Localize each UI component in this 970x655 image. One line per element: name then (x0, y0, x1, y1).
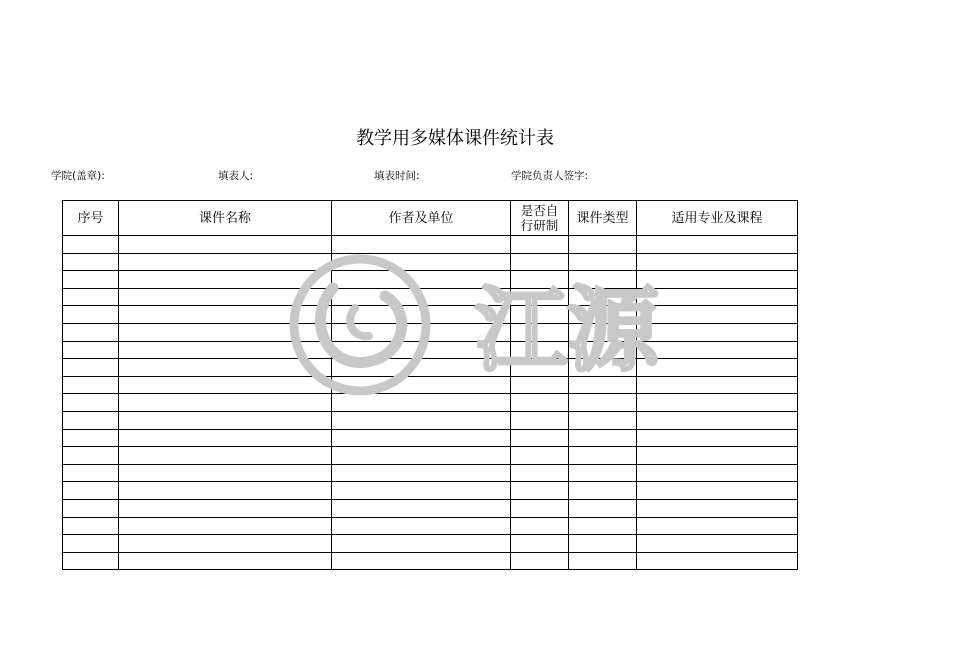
table-cell[interactable] (511, 341, 569, 359)
table-cell[interactable] (569, 376, 637, 394)
table-cell[interactable] (637, 447, 798, 465)
table-row (63, 464, 798, 482)
table-cell[interactable] (63, 306, 119, 324)
field-filler: 填表人: (218, 170, 254, 182)
table-row (63, 253, 798, 271)
table-cell[interactable] (569, 482, 637, 500)
table-cell[interactable] (637, 535, 798, 553)
table-cell[interactable] (332, 535, 511, 553)
header-author-unit: 作者及单位 (332, 201, 511, 236)
table-cell[interactable] (511, 376, 569, 394)
header-applicable-course: 适用专业及课程 (637, 201, 798, 236)
table-cell[interactable] (119, 517, 332, 535)
table-row (63, 306, 798, 324)
table-row (63, 482, 798, 500)
table-row (63, 499, 798, 517)
table-cell[interactable] (332, 271, 511, 289)
table-cell[interactable] (119, 236, 332, 254)
table-cell[interactable] (332, 499, 511, 517)
table-cell[interactable] (63, 517, 119, 535)
table-cell[interactable] (637, 411, 798, 429)
table-row (63, 376, 798, 394)
page-title: 教学用多媒体课件统计表 (356, 128, 554, 149)
table-cell[interactable] (332, 429, 511, 447)
table-cell[interactable] (511, 271, 569, 289)
table-cell[interactable] (511, 394, 569, 412)
table-cell[interactable] (332, 394, 511, 412)
table-cell[interactable] (332, 464, 511, 482)
table-cell[interactable] (119, 429, 332, 447)
table-cell[interactable] (63, 464, 119, 482)
table-row (63, 535, 798, 553)
table-cell[interactable] (569, 517, 637, 535)
table-row (63, 359, 798, 377)
table-cell[interactable] (637, 306, 798, 324)
table-cell[interactable] (119, 359, 332, 377)
table-cell[interactable] (569, 288, 637, 306)
table-cell[interactable] (332, 447, 511, 465)
table-row (63, 517, 798, 535)
table-cell[interactable] (511, 464, 569, 482)
table-row (63, 323, 798, 341)
table-cell[interactable] (511, 429, 569, 447)
table-cell[interactable] (637, 482, 798, 500)
table-cell[interactable] (569, 552, 637, 570)
table-cell[interactable] (511, 323, 569, 341)
table-cell[interactable] (63, 447, 119, 465)
table-cell[interactable] (332, 552, 511, 570)
table-cell[interactable] (332, 359, 511, 377)
table-cell[interactable] (332, 323, 511, 341)
table-cell[interactable] (119, 306, 332, 324)
table-cell[interactable] (511, 288, 569, 306)
table-cell[interactable] (119, 482, 332, 500)
table-cell[interactable] (119, 341, 332, 359)
header-courseware-type: 课件类型 (569, 201, 637, 236)
table-row (63, 447, 798, 465)
table-cell[interactable] (119, 447, 332, 465)
header-courseware-name: 课件名称 (119, 201, 332, 236)
table-cell[interactable] (511, 535, 569, 553)
table-cell[interactable] (119, 464, 332, 482)
table-cell[interactable] (63, 376, 119, 394)
field-college-stamp: 学院(盖章): (51, 170, 105, 182)
table-cell[interactable] (569, 306, 637, 324)
table-cell[interactable] (332, 341, 511, 359)
table-cell[interactable] (63, 359, 119, 377)
table-cell[interactable] (569, 253, 637, 271)
table-cell[interactable] (119, 499, 332, 517)
table-row (63, 411, 798, 429)
table-row (63, 429, 798, 447)
table-cell[interactable] (637, 499, 798, 517)
table-cell[interactable] (119, 376, 332, 394)
table-cell[interactable] (637, 517, 798, 535)
table-cell[interactable] (63, 253, 119, 271)
table-cell[interactable] (119, 394, 332, 412)
table-body (63, 236, 798, 570)
table-cell[interactable] (637, 253, 798, 271)
table-cell[interactable] (332, 376, 511, 394)
table-cell[interactable] (569, 236, 637, 254)
table-cell[interactable] (332, 482, 511, 500)
table-cell[interactable] (511, 253, 569, 271)
table-cell[interactable] (637, 394, 798, 412)
table-cell[interactable] (63, 499, 119, 517)
table-cell[interactable] (569, 411, 637, 429)
table-cell[interactable] (63, 341, 119, 359)
table-cell[interactable] (511, 411, 569, 429)
table-cell[interactable] (569, 271, 637, 289)
table-cell[interactable] (332, 236, 511, 254)
table-cell[interactable] (119, 323, 332, 341)
table-cell[interactable] (511, 359, 569, 377)
table-cell[interactable] (569, 323, 637, 341)
table-cell[interactable] (119, 288, 332, 306)
table-cell[interactable] (569, 359, 637, 377)
table-cell[interactable] (63, 482, 119, 500)
table-cell[interactable] (332, 517, 511, 535)
table-cell[interactable] (332, 288, 511, 306)
table-cell[interactable] (63, 323, 119, 341)
table-cell[interactable] (63, 288, 119, 306)
table-cell[interactable] (569, 464, 637, 482)
table-cell[interactable] (569, 394, 637, 412)
table-cell[interactable] (637, 552, 798, 570)
table-cell[interactable] (119, 552, 332, 570)
header-index: 序号 (63, 201, 119, 236)
table-cell[interactable] (569, 341, 637, 359)
table-row (63, 236, 798, 254)
table-cell[interactable] (119, 411, 332, 429)
table-cell[interactable] (63, 394, 119, 412)
table-cell[interactable] (63, 535, 119, 553)
table-cell[interactable] (637, 323, 798, 341)
header-self-developed: 是否自 行研制 (511, 201, 569, 236)
field-leader-signature: 学院负责人签字: (511, 170, 589, 182)
table-cell[interactable] (332, 253, 511, 271)
table-header-row (63, 201, 798, 236)
table-row (63, 552, 798, 570)
table-cell[interactable] (332, 411, 511, 429)
table-cell[interactable] (119, 253, 332, 271)
table-cell[interactable] (63, 411, 119, 429)
table-cell[interactable] (637, 341, 798, 359)
table-cell[interactable] (569, 535, 637, 553)
table-cell[interactable] (637, 236, 798, 254)
table-cell[interactable] (511, 236, 569, 254)
table-cell[interactable] (637, 376, 798, 394)
table-cell[interactable] (511, 482, 569, 500)
table-cell[interactable] (63, 552, 119, 570)
table-cell[interactable] (119, 535, 332, 553)
table-cell[interactable] (511, 306, 569, 324)
table-cell[interactable] (637, 429, 798, 447)
table-cell[interactable] (63, 429, 119, 447)
table-cell[interactable] (637, 271, 798, 289)
table-cell[interactable] (511, 447, 569, 465)
table-cell[interactable] (511, 517, 569, 535)
table-cell[interactable] (569, 447, 637, 465)
table-cell[interactable] (569, 499, 637, 517)
table-cell[interactable] (637, 288, 798, 306)
table-cell[interactable] (569, 429, 637, 447)
watermark-text: 江源 (475, 277, 660, 384)
table-cell[interactable] (637, 464, 798, 482)
courseware-table (62, 200, 798, 570)
table-cell[interactable] (637, 359, 798, 377)
table-row (63, 288, 798, 306)
table-row (63, 271, 798, 289)
table-cell[interactable] (119, 271, 332, 289)
field-fill-time: 填表时间: (374, 170, 420, 182)
table-cell[interactable] (63, 236, 119, 254)
table-row (63, 341, 798, 359)
table-cell[interactable] (511, 552, 569, 570)
table-cell[interactable] (511, 499, 569, 517)
table-cell[interactable] (63, 271, 119, 289)
table-cell[interactable] (332, 306, 511, 324)
table-row (63, 394, 798, 412)
